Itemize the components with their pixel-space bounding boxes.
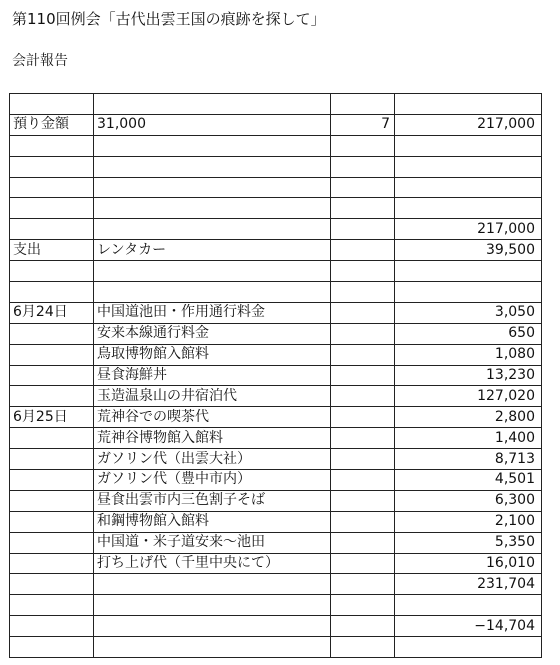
description-cell [94, 198, 331, 219]
table-row [10, 282, 542, 303]
description-cell [94, 156, 331, 177]
date-or-category-cell [10, 344, 94, 365]
table-row [10, 344, 542, 365]
amount-cell: 5,350 [395, 532, 542, 553]
date-or-category-cell [10, 637, 94, 658]
table-row [10, 616, 542, 637]
table-row [10, 135, 542, 156]
date-or-category-cell: 支出 [10, 240, 94, 261]
date-or-category-cell [10, 574, 94, 595]
date-or-category-cell [10, 490, 94, 511]
description-cell [94, 261, 331, 282]
table-row [10, 261, 542, 282]
table-row [10, 302, 542, 323]
date-or-category-cell [10, 94, 94, 115]
description-cell [94, 616, 331, 637]
count-cell [331, 616, 395, 637]
table-row [10, 511, 542, 532]
amount-cell [395, 156, 542, 177]
date-or-category-cell [10, 511, 94, 532]
date-or-category-cell [10, 386, 94, 407]
table-row [10, 156, 542, 177]
table-row [10, 428, 542, 449]
amount-cell: 3,050 [395, 302, 542, 323]
description-cell: 31,000 [94, 114, 331, 135]
count-cell [331, 428, 395, 449]
table-row [10, 553, 542, 574]
description-cell: 昼食海鮮丼 [94, 365, 331, 386]
count-cell [331, 344, 395, 365]
count-cell [331, 198, 395, 219]
date-or-category-cell [10, 198, 94, 219]
amount-cell [395, 94, 542, 115]
count-cell [331, 490, 395, 511]
table-row [10, 198, 542, 219]
amount-cell [395, 177, 542, 198]
date-or-category-cell [10, 532, 94, 553]
description-cell: レンタカー [94, 240, 331, 261]
description-cell [94, 135, 331, 156]
table-row [10, 177, 542, 198]
date-or-category-cell [10, 595, 94, 616]
count-cell [331, 470, 395, 491]
amount-cell: 39,500 [395, 240, 542, 261]
date-or-category-cell: 6月24日 [10, 302, 94, 323]
amount-cell [395, 637, 542, 658]
amount-cell: 2,800 [395, 407, 542, 428]
count-cell [331, 574, 395, 595]
date-or-category-cell [10, 616, 94, 637]
amount-cell [395, 595, 542, 616]
amount-cell: 2,100 [395, 511, 542, 532]
document-subtitle: 会計報告 [12, 53, 68, 69]
amount-cell: 231,704 [395, 574, 542, 595]
table-row [10, 386, 542, 407]
count-cell [331, 553, 395, 574]
amount-cell: 8,713 [395, 449, 542, 470]
date-or-category-cell [10, 449, 94, 470]
count-cell [331, 511, 395, 532]
date-or-category-cell [10, 553, 94, 574]
date-or-category-cell: 6月25日 [10, 407, 94, 428]
accounting-table [9, 93, 542, 658]
description-cell: 荒神谷での喫茶代 [94, 407, 331, 428]
date-or-category-cell [10, 323, 94, 344]
table-row [10, 532, 542, 553]
table-row [10, 240, 542, 261]
count-cell: 7 [331, 114, 395, 135]
document-title: 第110回例会「古代出雲王国の痕跡を探して」 [12, 10, 326, 28]
description-cell: 玉造温泉山の井宿泊代 [94, 386, 331, 407]
table-row [10, 323, 542, 344]
amount-cell [395, 135, 542, 156]
count-cell [331, 156, 395, 177]
description-cell: 中国道・米子道安来～池田 [94, 532, 331, 553]
count-cell [331, 532, 395, 553]
date-or-category-cell [10, 135, 94, 156]
table-row [10, 407, 542, 428]
description-cell: 和鋼博物館入館料 [94, 511, 331, 532]
table-row [10, 114, 542, 135]
date-or-category-cell [10, 428, 94, 449]
count-cell [331, 323, 395, 344]
count-cell [331, 219, 395, 240]
table-row [10, 490, 542, 511]
count-cell [331, 302, 395, 323]
amount-cell: 217,000 [395, 219, 542, 240]
description-cell: ガソリン代（豊中市内） [94, 470, 331, 491]
description-cell: 打ち上げ代（千里中央にて） [94, 553, 331, 574]
count-cell [331, 135, 395, 156]
description-cell [94, 94, 331, 115]
date-or-category-cell: 預り金額 [10, 114, 94, 135]
description-cell: 昼食出雲市内三色割子そば [94, 490, 331, 511]
date-or-category-cell [10, 365, 94, 386]
description-cell: 荒神谷博物館入館料 [94, 428, 331, 449]
amount-cell: 217,000 [395, 114, 542, 135]
table-row [10, 470, 542, 491]
table-row [10, 94, 542, 115]
description-cell [94, 219, 331, 240]
description-cell: 鳥取博物館入館料 [94, 344, 331, 365]
accounting-table-body [10, 94, 542, 658]
count-cell [331, 595, 395, 616]
amount-cell: −14,704 [395, 616, 542, 637]
amount-cell: 1,400 [395, 428, 542, 449]
count-cell [331, 365, 395, 386]
amount-cell: 127,020 [395, 386, 542, 407]
amount-cell: 1,080 [395, 344, 542, 365]
amount-cell [395, 282, 542, 303]
amount-cell [395, 261, 542, 282]
table-row [10, 365, 542, 386]
description-cell [94, 595, 331, 616]
description-cell: ガソリン代（出雲大社） [94, 449, 331, 470]
count-cell [331, 177, 395, 198]
count-cell [331, 261, 395, 282]
description-cell [94, 637, 331, 658]
amount-cell: 16,010 [395, 553, 542, 574]
description-cell [94, 282, 331, 303]
count-cell [331, 449, 395, 470]
date-or-category-cell [10, 177, 94, 198]
count-cell [331, 282, 395, 303]
table-row [10, 637, 542, 658]
count-cell [331, 386, 395, 407]
amount-cell [395, 198, 542, 219]
count-cell [331, 240, 395, 261]
date-or-category-cell [10, 156, 94, 177]
date-or-category-cell [10, 282, 94, 303]
date-or-category-cell [10, 261, 94, 282]
amount-cell: 4,501 [395, 470, 542, 491]
count-cell [331, 94, 395, 115]
date-or-category-cell [10, 219, 94, 240]
table-row [10, 219, 542, 240]
amount-cell: 6,300 [395, 490, 542, 511]
amount-cell: 650 [395, 323, 542, 344]
table-row [10, 449, 542, 470]
description-cell [94, 574, 331, 595]
table-row [10, 574, 542, 595]
description-cell: 中国道池田・作用通行料金 [94, 302, 331, 323]
description-cell: 安来本線通行料金 [94, 323, 331, 344]
table-row [10, 595, 542, 616]
description-cell [94, 177, 331, 198]
count-cell [331, 407, 395, 428]
amount-cell: 13,230 [395, 365, 542, 386]
count-cell [331, 637, 395, 658]
date-or-category-cell [10, 470, 94, 491]
